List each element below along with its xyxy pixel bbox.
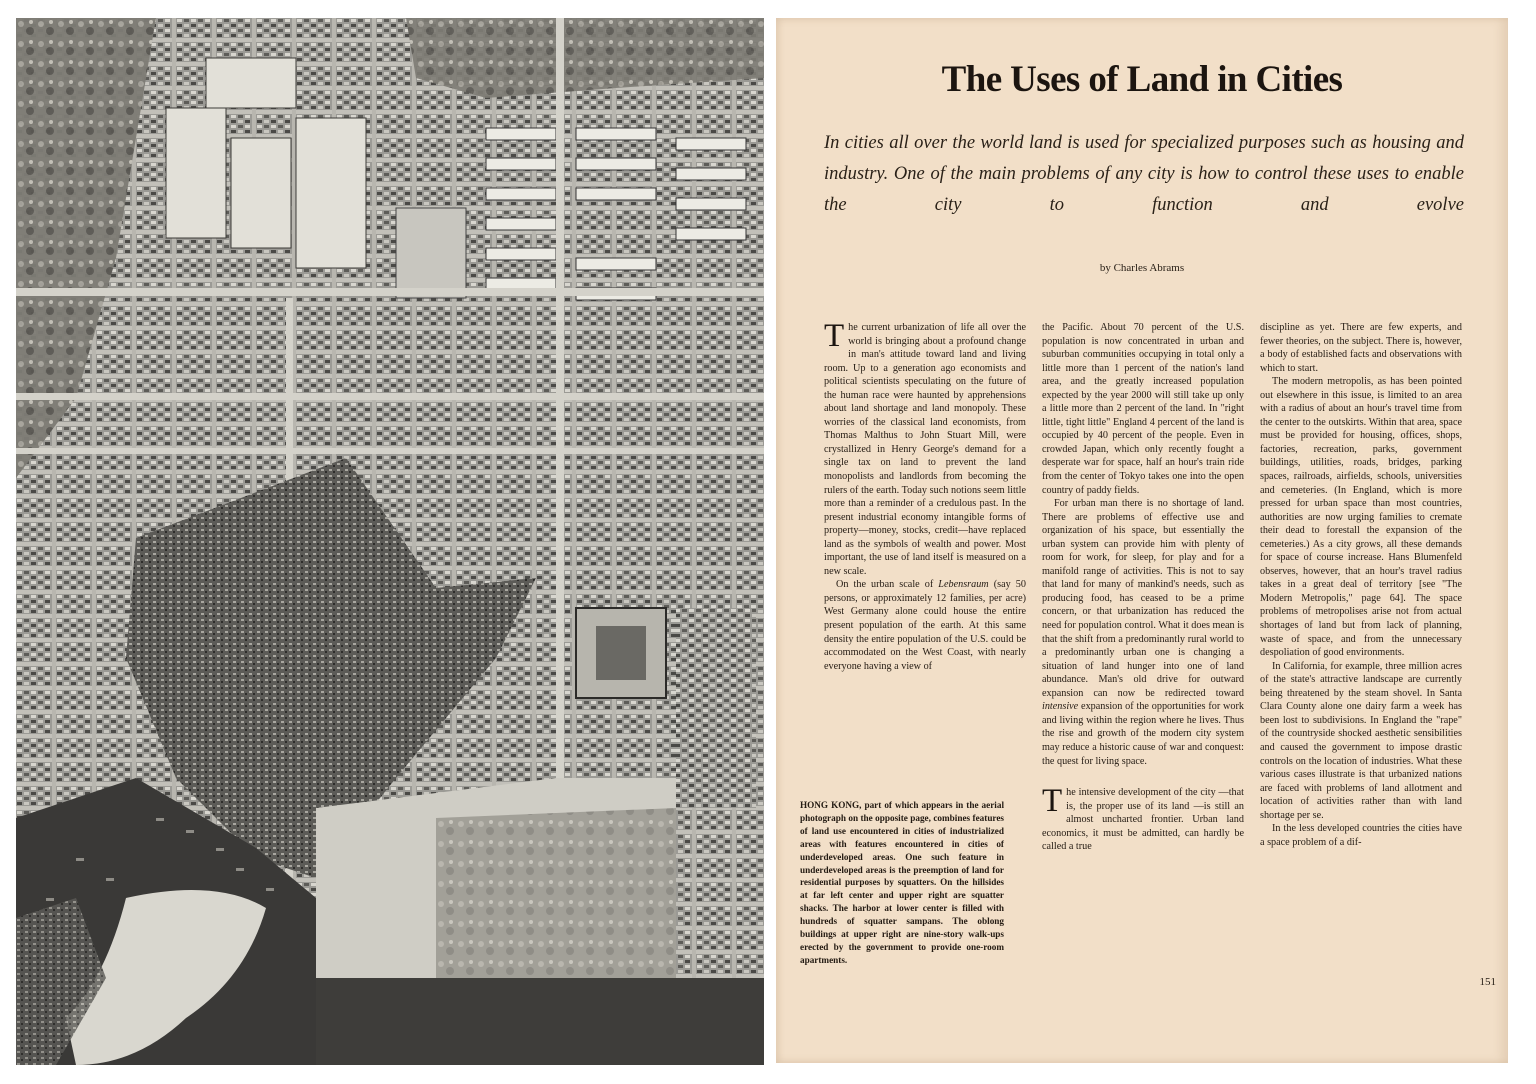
emphasis-text: intensive <box>1042 701 1079 713</box>
aerial-photograph <box>16 18 764 1065</box>
paragraph-text: (say 50 persons, or approximately 12 families, per acre) West Germany alone could house the entire present population of the earth. At this same density the entire population of the U.S. could be accommodated on the West Coast, with nearly everyone having a view of <box>824 579 1026 672</box>
paragraph-text: For urban man there is no shortage of land. There are problems of effective use and organization of his space, but essentially the urban system can provide him with plenty of room for work, for sleep, for play and for a manifold range of activities. This is not to say that land for many of mankind's needs, such as producing food, has ceased to be a prime concern, or that urbanization has reduced the need for population control. What it does mean is that the shift from a predominantly rural world to a predominantly urban one is changing a situation of land hunger into one of land abundance. Man's old drive for outward expansion can now be redirected toward <box>1042 498 1244 699</box>
emphasis-text: Lebensraum <box>938 579 989 591</box>
paragraph: The modern metropolis, as has been pointed out elsewhere in this issue, is limited to an area with a radius of about an hour's travel time from the center to the outskirts. Within that area, space must be provided for housing, offices, shops, factories, recreation, parks, government buildings, utilities, roads, bridges, parking spaces, railroads, airfields, schools, universities and cemeteries. (In England, which is more pressed for urban space than most countries, authorities are now urging families to cremate their dead to forestall the expansion of the cemeteries.) As a city grows, all these demands for space of course increase. Hans Blumenfeld observes, however, that an hour's travel radius takes in a great deal of territory [see "The Modern Metropolis," page 64]. The space problems of metropolises arise not from actual shortages of land but from lack of planning, waste of space, and from the unnecessary despoliation of good environments. <box>1260 376 1462 659</box>
paragraph: In California, for example, three million acres of the state's attractive landscape are currently being threatened by the steam shovel. In Santa Clara County alone one dairy farm a week has been lost to subdivisions. In England the "rape" of the countryside shocked aesthetic sensibilities and caused the government to impose drastic controls on the location of industries. What these various cases illustrate is that urbanized nations are faced with problems of land allotment and location of activities rather than with land shortage per se. <box>1260 660 1462 821</box>
text-column-1 <box>824 318 1026 673</box>
paragraph: the Pacific. About 70 percent of the U.S. population is now concentrated in urban and suburban communities occupying in total only a little more than 1 percent of the nation's land area, and the greatly increased population expected by the year 2000 will still take up only a little more than 2 percent of the land. In "right little, tight little" England 4 percent of the land is occupied by 40 percent of the people. Even in crowded Japan, which only recently fought a desperate war for space, half an hour's train ride from the center of Tokyo takes one into the open country of paddy fields. <box>1042 322 1244 496</box>
article-page <box>776 18 1508 1063</box>
paragraph: discipline as yet. There are few experts, and fewer theories, on the subject. There is, however, a body of established facts and observations with which to start. <box>1260 322 1462 374</box>
text-column-2 <box>1042 321 1244 854</box>
drop-cap: T <box>824 318 845 354</box>
paragraph <box>1042 783 1244 854</box>
photo-caption: HONG KONG, part of which appears in the aerial photograph on the opposite page, combines features of land use encountered in cities of industrialized areas with features encountered in cities of underdeveloped areas. One such feature in underdeveloped areas is the preemption of land for residential purposes by squatters. On the hillsides at far left center and upper right are squatter shacks. The harbor at lower center is filled with hundreds of squatter sampans. The oblong buildings at upper right are nine-story walk-ups erected by the government to provide one-room apartments. <box>800 800 1004 965</box>
paragraph <box>824 318 1026 578</box>
paragraph-text: On the urban scale of <box>836 579 939 591</box>
drop-cap: T <box>1042 783 1063 820</box>
article-deck: In cities all over the world land is used for specialized purposes such as housing and industry. One of the main problems of any city is how to control these uses to enable the city to function and evolve <box>824 133 1464 215</box>
paragraph-text: he intensive development of the city —that is, the proper use of its land —is still an almost uncharted frontier. Urban land economics, it must be admitted, can hardly be called a true <box>1042 787 1244 853</box>
article-title: The Uses of Land in Cities <box>941 59 1343 100</box>
aerial-photo-drawing <box>16 18 764 1065</box>
paragraph-text: he current urbanization of life all over the world is bringing about a profound change in man's attitude toward land and living room. Up to a generation ago economists and political scientists speculating on the future of the human race were haunted by apprehensions about land shortage and land monopoly. These worries of the classical land economists, from Thomas Malthus to John Stuart Mill, were crystallized in Henry George's demand for a single tax on land to prevent the land monopolists and landlords from becoming the rulers of the earth. Today such notions seem little more than a reminder of a credulous past. In the present industrial economy intangible forms of property—money, stocks, credit—have replaced land as the symbols of wealth and power. Most important, the use of land itself is measured on a new scale. <box>824 322 1026 577</box>
page-number: 151 <box>1479 976 1496 988</box>
paragraph <box>824 578 1026 673</box>
paragraph: In the less developed countries the cities have a space problem of a dif- <box>1260 823 1462 848</box>
article-byline: by Charles Abrams <box>1099 262 1185 274</box>
paragraph <box>1042 497 1244 768</box>
paragraph-text: expansion of the opportunities for work and living within the region where he lives. Thus the rise and growth of the modern city system may reduce a historic cause of war and conquest: the quest for living space. <box>1042 701 1244 767</box>
text-column-3 <box>1260 321 1462 849</box>
